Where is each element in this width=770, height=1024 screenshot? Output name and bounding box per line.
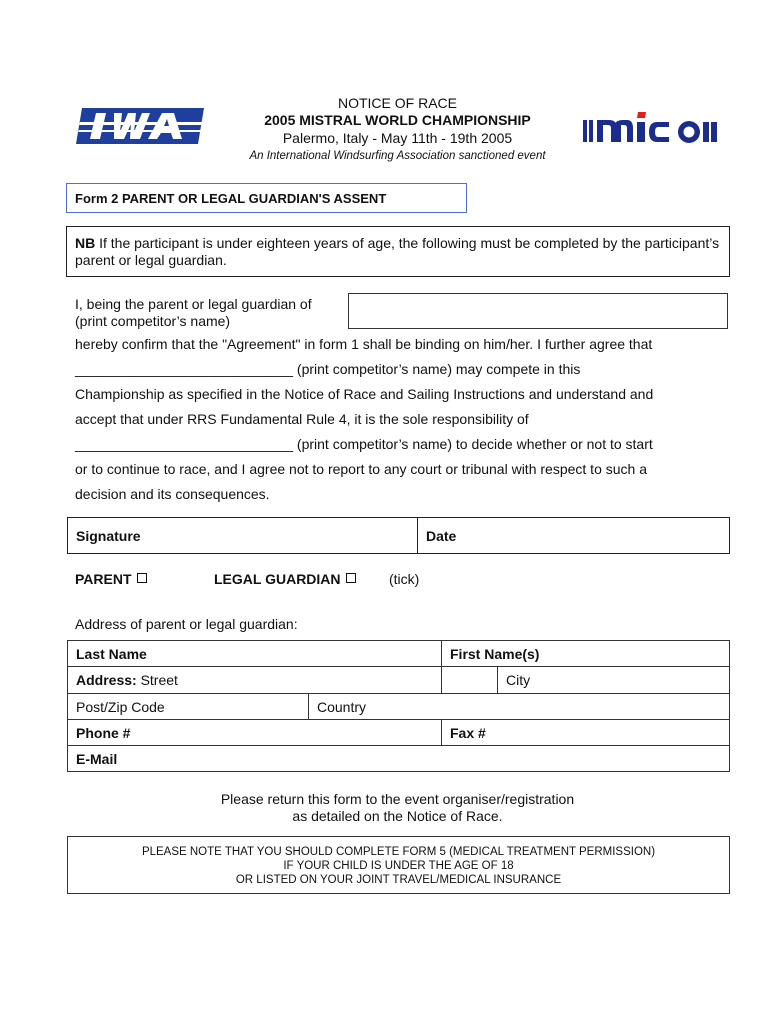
nb-text: If the participant is under eighteen years of age, the following must be completed by the participant’s parent or legal guardian. bbox=[75, 235, 720, 268]
date-label: Date bbox=[426, 527, 457, 544]
guardian-line-1: I, being the parent or legal guardian of bbox=[75, 296, 312, 312]
postzip-field[interactable] bbox=[68, 694, 309, 720]
body-line-7: decision and its consequences. bbox=[75, 486, 270, 502]
note-line-2: IF YOUR CHILD IS UNDER THE AGE OF 18 bbox=[283, 860, 514, 872]
parent-label: PARENT bbox=[75, 571, 132, 587]
city-field[interactable] bbox=[442, 667, 730, 694]
return-line-1: Please return this form to the event organiser/registration bbox=[220, 791, 575, 807]
phone-label: Phone # bbox=[76, 724, 131, 741]
medical-note bbox=[67, 836, 730, 894]
date-field[interactable] bbox=[418, 518, 729, 553]
place-dates: Palermo, Italy - May 11th - 19th 2005 bbox=[282, 130, 513, 146]
signature-row bbox=[67, 517, 730, 554]
form-title: Form 2 PARENT OR LEGAL GUARDIAN'S ASSENT bbox=[66, 183, 467, 213]
iwa-logo bbox=[76, 108, 204, 144]
last-name-label: Last Name bbox=[76, 645, 147, 662]
return-line-2: as detailed on the Notice of Race. bbox=[292, 808, 503, 824]
body-line-3: Championship as specified in the Notice of Race and Sailing Instructions and understand and bbox=[75, 386, 654, 402]
address-heading: Address of parent or legal guardian: bbox=[75, 616, 298, 632]
parent-checkbox[interactable] bbox=[137, 573, 147, 583]
signature-label: Signature bbox=[76, 527, 141, 544]
body-line-4: accept that under RRS Fundamental Rule 4, it is the sole responsibility of bbox=[75, 411, 529, 427]
imco-logo bbox=[583, 112, 723, 144]
country-field[interactable] bbox=[309, 694, 730, 720]
street-label: Street bbox=[136, 672, 178, 688]
tick-hint: (tick) bbox=[389, 571, 420, 587]
nb-label: NB bbox=[75, 235, 96, 251]
first-names-label: First Name(s) bbox=[450, 645, 540, 662]
fax-field[interactable] bbox=[442, 720, 730, 746]
note-line-1: PLEASE NOTE THAT YOU SHOULD COMPLETE FORM 5 (MEDICAL TREATMENT PERMISSION) bbox=[141, 846, 656, 858]
competitor-name-field[interactable] bbox=[348, 293, 728, 329]
email-label: E-Mail bbox=[76, 750, 118, 767]
body-line-5: ____________________________ (print competitor’s name) to decide whether or not to start bbox=[75, 436, 653, 452]
note-line-3: OR LISTED ON YOUR JOINT TRAVEL/MEDICAL INSURANCE bbox=[235, 874, 562, 886]
body-line-2: ____________________________ (print competitor’s name) may compete in this bbox=[75, 361, 581, 377]
championship-title: 2005 MISTRAL WORLD CHAMPIONSHIP bbox=[264, 112, 531, 128]
guardian-label: LEGAL GUARDIAN bbox=[214, 571, 341, 587]
address-table bbox=[67, 640, 730, 772]
guardian-intro bbox=[75, 296, 312, 330]
parent-option[interactable] bbox=[75, 571, 147, 587]
postzip-label: Post/Zip Code bbox=[76, 698, 165, 715]
phone-field[interactable] bbox=[68, 720, 442, 746]
return-instructions bbox=[150, 791, 645, 825]
country-label: Country bbox=[317, 698, 367, 715]
signature-field[interactable] bbox=[68, 518, 418, 553]
email-field[interactable] bbox=[68, 746, 730, 772]
guardian-line-2: (print competitor’s name) bbox=[75, 313, 231, 329]
header bbox=[200, 95, 595, 165]
sanction-text: An International Windsurfing Association sanctioned event bbox=[249, 150, 546, 162]
body-line-6: or to continue to race, and I agree not to report to any court or tribunal with respect to such a bbox=[75, 461, 647, 477]
last-name-field[interactable] bbox=[68, 641, 442, 667]
address-label: Address: bbox=[76, 672, 137, 688]
fax-label: Fax # bbox=[450, 724, 486, 741]
notice-title: NOTICE OF RACE bbox=[337, 95, 457, 111]
city-label: City bbox=[506, 672, 531, 688]
nb-notice bbox=[66, 226, 730, 277]
first-names-field[interactable] bbox=[442, 641, 730, 667]
guardian-option[interactable] bbox=[214, 571, 356, 587]
street-field[interactable] bbox=[68, 667, 442, 694]
guardian-checkbox[interactable] bbox=[346, 573, 356, 583]
body-line-1: hereby confirm that the "Agreement" in form 1 shall be binding on him/her. I further agree that bbox=[75, 336, 653, 352]
